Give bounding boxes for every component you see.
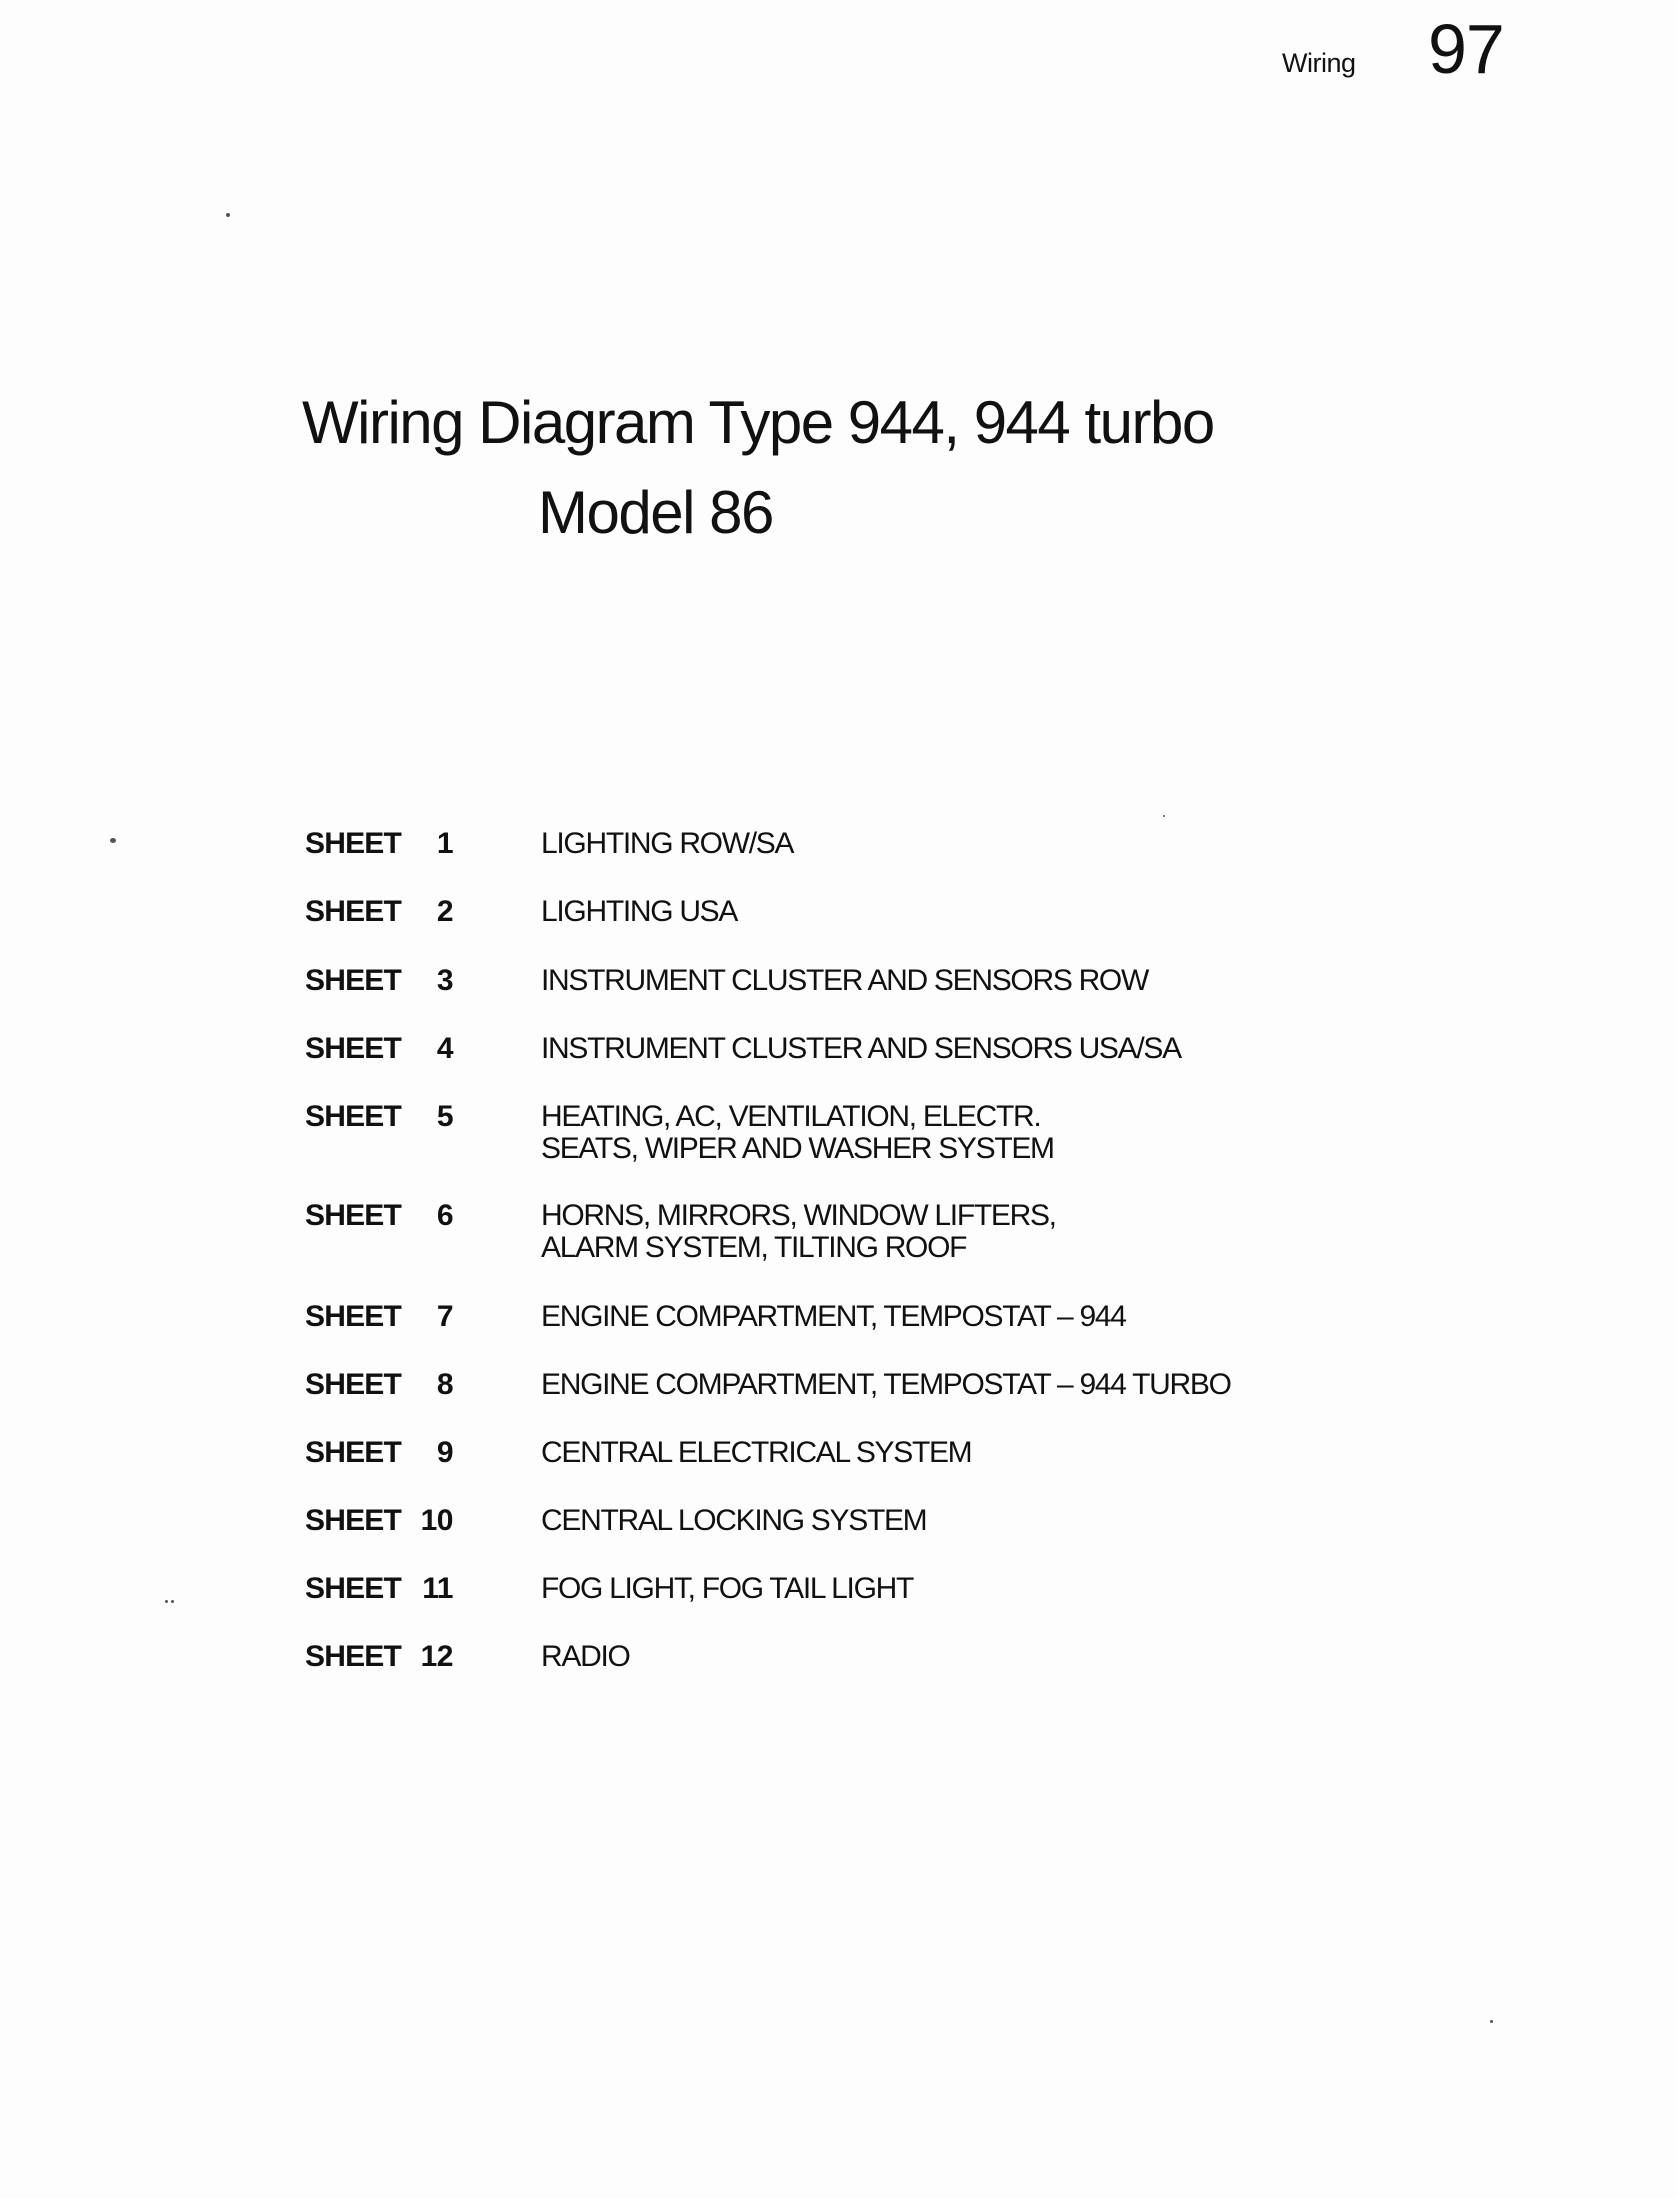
sheet-label: SHEET	[305, 895, 402, 928]
sheet-description: CENTRAL ELECTRICAL SYSTEM	[541, 1436, 972, 1469]
sheet-description: HORNS, MIRRORS, WINDOW LIFTERS, ALARM SYSTEM, TILTING ROOF	[541, 1199, 1056, 1264]
sheet-row-5	[305, 1101, 1054, 1165]
sheet-number: 4	[436, 1032, 453, 1065]
sheet-label: SHEET	[305, 1199, 402, 1232]
sheet-label: SHEET	[305, 1640, 402, 1673]
sheet-label: SHEET	[305, 964, 402, 997]
title-line-1: Wiring Diagram Type 944, 944 turbo	[302, 389, 1214, 456]
sheet-description: HEATING, AC, VENTILATION, ELECTR. SEATS, WIPER AND WASHER SYSTEM	[541, 1100, 1054, 1165]
sheet-number: 1	[436, 827, 453, 860]
sheet-description: CENTRAL LOCKING SYSTEM	[541, 1504, 927, 1537]
running-header-section: Wiring	[1282, 48, 1356, 78]
sheet-row-10	[305, 1505, 926, 1537]
sheet-row-3	[305, 965, 1148, 997]
sheet-row-9	[305, 1437, 971, 1469]
scan-speck	[1490, 2020, 1493, 2023]
sheet-number: 9	[436, 1436, 453, 1469]
scan-speck	[110, 838, 116, 843]
title-line-2: Model 86	[538, 479, 773, 546]
sheet-description: ENGINE COMPARTMENT, TEMPOSTAT – 944	[541, 1300, 1126, 1333]
sheet-description: FOG LIGHT, FOG TAIL LIGHT	[541, 1572, 914, 1605]
sheet-row-4	[305, 1033, 1181, 1065]
sheet-label: SHEET	[305, 1300, 402, 1333]
sheet-label: SHEET	[305, 1572, 402, 1605]
sheet-label: SHEET	[305, 1032, 402, 1065]
sheet-description: LIGHTING ROW/SA	[541, 827, 794, 860]
sheet-number: 7	[436, 1300, 453, 1333]
sheet-number: 3	[436, 964, 453, 997]
sheet-number: 2	[436, 895, 453, 928]
sheet-row-2	[305, 896, 737, 928]
scan-speck	[1163, 815, 1165, 817]
sheet-description: INSTRUMENT CLUSTER AND SENSORS USA/SA	[541, 1032, 1181, 1065]
sheet-number: 5	[436, 1100, 453, 1133]
sheet-number: 11	[422, 1572, 453, 1605]
sheet-number: 10	[420, 1504, 453, 1537]
sheet-description: ENGINE COMPARTMENT, TEMPOSTAT – 944 TURBO	[541, 1368, 1231, 1401]
sheet-label: SHEET	[305, 1100, 402, 1133]
scan-speck	[171, 1600, 174, 1603]
sheet-row-7	[305, 1301, 1126, 1333]
sheet-label: SHEET	[305, 827, 402, 860]
sheet-label: SHEET	[305, 1436, 402, 1469]
page-number: 97	[1428, 10, 1504, 88]
scan-speck	[165, 1600, 168, 1603]
sheet-label: SHEET	[305, 1504, 402, 1537]
sheet-number: 6	[436, 1199, 453, 1232]
sheet-number: 12	[420, 1640, 453, 1673]
sheet-row-8	[305, 1369, 1231, 1401]
sheet-description: LIGHTING USA	[541, 895, 738, 928]
sheet-label: SHEET	[305, 1368, 402, 1401]
page-title	[302, 378, 1214, 558]
sheet-description: RADIO	[541, 1640, 630, 1673]
sheet-row-11	[305, 1573, 913, 1605]
sheet-row-6	[305, 1200, 1056, 1264]
scan-speck	[226, 213, 230, 217]
sheet-row-1	[305, 828, 793, 860]
sheet-number: 8	[436, 1368, 453, 1401]
sheet-row-12	[305, 1641, 630, 1673]
sheet-description: INSTRUMENT CLUSTER AND SENSORS ROW	[541, 964, 1148, 997]
